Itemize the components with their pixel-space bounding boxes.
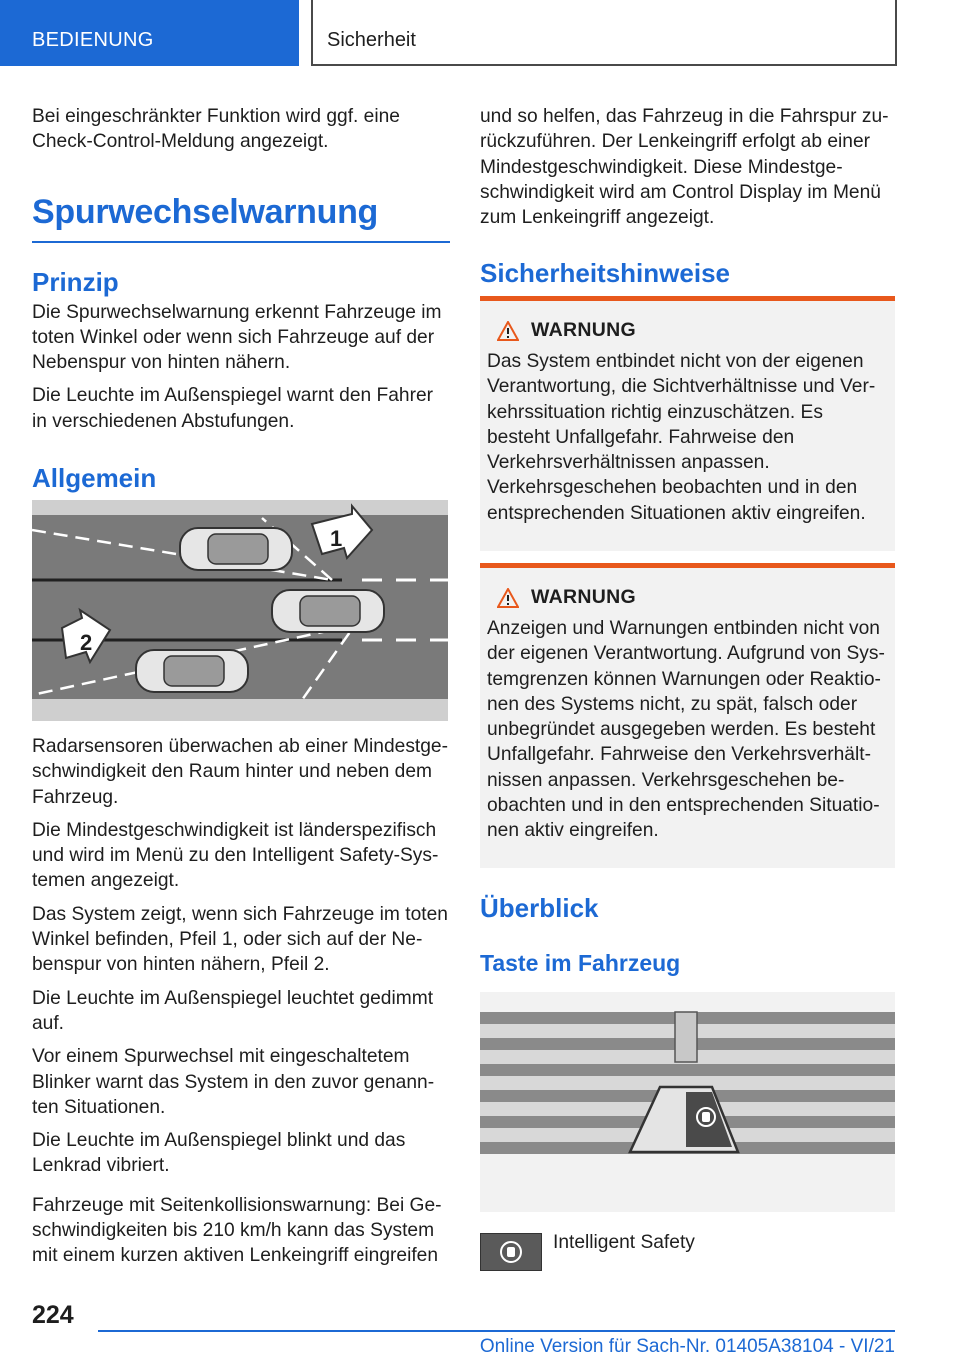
left-column bbox=[32, 104, 450, 494]
section-label: BEDIENUNG bbox=[32, 29, 154, 51]
warning-1-text: Das System entbindet nicht von der eigenen Verantwortung, die Sichtverhältnisse und Verkehrssituation richtig einzuschätzen. Es besteht Unfallgefahr. Fahrweise den Verkehrsverhältnissen anpassen. Verkehrsgeschehen beobachten und in den entsprechenden Situationen aktiv eingreifen. bbox=[487, 351, 876, 524]
svg-text:1: 1 bbox=[330, 526, 343, 551]
intro-text: Bei eingeschränkter Funktion wird ggf. eine Check-Control-Meldung angezeigt. bbox=[32, 106, 400, 153]
paragraph-blinker: Vor einem Spurwechsel mit eingeschaltetem Blinker warnt das System in den zuvor genannten Situationen. bbox=[32, 1046, 435, 1118]
dashboard-button-diagram bbox=[480, 992, 895, 1212]
chapter-label: Sicherheit bbox=[327, 29, 416, 51]
car-blind-spot bbox=[180, 528, 292, 570]
heading-safety: Sicherheitshinweise bbox=[480, 258, 730, 289]
warning-triangle-icon bbox=[497, 588, 519, 608]
page-title: Spurwechselwarnung bbox=[32, 192, 379, 231]
heading-button bbox=[480, 950, 680, 977]
footer-rule bbox=[98, 1330, 895, 1332]
svg-text:2: 2 bbox=[80, 630, 93, 655]
overview-title: Überblick bbox=[480, 893, 599, 923]
warning-2-title-row bbox=[497, 586, 887, 609]
paragraph-vibrate: Die Leuchte im Außenspiegel blinkt und das Lenkrad vibriert. bbox=[32, 1130, 406, 1177]
paragraph-radar: Radarsensoren überwachen ab einer Mindestgeschwindigkeit den Raum hinter und neben dem Fahrzeug. bbox=[32, 736, 448, 808]
warning-2-title: WARNUNG bbox=[531, 586, 637, 608]
heading-overview bbox=[480, 893, 599, 924]
paragraph-continued: und so helfen, das Fahrzeug in die Fahrspur zurückzuführen. Der Lenkeingriff erfolgt ab einer Mindestgeschwindigkeit. Diese Mindestgeschwindigkeit wird am Control Display im Menü zum Lenkeingriff angezeigt. bbox=[480, 106, 889, 229]
left-column-lower bbox=[32, 734, 450, 1277]
heading-allgemein: Allgemein bbox=[32, 463, 157, 494]
intelligent-safety-icon bbox=[481, 1234, 541, 1270]
warning-triangle-icon bbox=[497, 321, 519, 341]
button-title: Taste im Fahrzeug bbox=[480, 950, 681, 976]
heading-prinzip: Prinzip bbox=[32, 266, 119, 297]
warning-1-title: WARNUNG bbox=[531, 319, 637, 341]
car-approaching bbox=[136, 650, 248, 692]
paragraph-arrows: Das System zeigt, wenn sich Fahrzeuge im toten Winkel befinden, Pfeil 1, oder sich auf der Nebenspur von hinten nähern, Pfeil 2. bbox=[32, 903, 448, 976]
chapter-tab bbox=[311, 0, 897, 66]
warning-2-text: Anzeigen und Warnungen entbinden nicht von der eigenen Verantwortung. Aufgrund von Systemgrenzen können Warnungen oder Reaktionen des Systems nicht, zu spät, falsch oder unbegründet ausgegeben werden. Es besteht Unfallgefahr. Fahrweise den Verkehrsverhältnissen anpassen. Verkehrsgeschehen beobachten und in den entsprechenden Situationen aktiv eingreifen. bbox=[487, 618, 885, 842]
lane-change-figure bbox=[32, 500, 448, 721]
warning-1-title-row bbox=[497, 319, 887, 342]
button-figure bbox=[480, 992, 895, 1212]
right-column bbox=[480, 104, 895, 289]
car-own-vehicle bbox=[272, 590, 384, 632]
warning-box-2 bbox=[480, 563, 895, 868]
paragraph-dimmed: Die Leuchte im Außenspiegel leuchtet gedimmt auf. bbox=[32, 987, 434, 1034]
page-number: 224 bbox=[32, 1301, 74, 1329]
prinzip-paragraph-1: Die Spurwechselwarnung erkennt Fahrzeuge im toten Winkel oder wenn sich Fahrzeuge auf der Nebenspur von hinten nähern. bbox=[32, 301, 442, 374]
prinzip-paragraph-2: Die Leuchte im Außenspiegel warnt den Fahrer in verschiedenen Abstufungen. bbox=[32, 385, 434, 432]
paragraph-min-speed: Die Mindestgeschwindigkeit ist länderspezifisch und wird im Menü zu den Intelligent Safety-Systemen angezeigt. bbox=[32, 819, 439, 892]
paragraph-side-collision: Fahrzeuge mit Seitenkollisionswarnung: Bei Geschwindigkeiten bis 210 km/h kann das System mit einem kurzen aktiven Lenkeingriff eingreifen bbox=[32, 1194, 442, 1267]
lane-change-diagram bbox=[32, 500, 448, 721]
footer-text: Online Version für Sach-Nr. 01405A38104 - VI/21 bbox=[479, 1336, 895, 1357]
warning-box-1 bbox=[480, 296, 895, 551]
section-tab bbox=[0, 0, 299, 66]
intelligent-safety-button[interactable] bbox=[480, 1233, 542, 1271]
button-caption: Intelligent Safety bbox=[553, 1232, 695, 1253]
